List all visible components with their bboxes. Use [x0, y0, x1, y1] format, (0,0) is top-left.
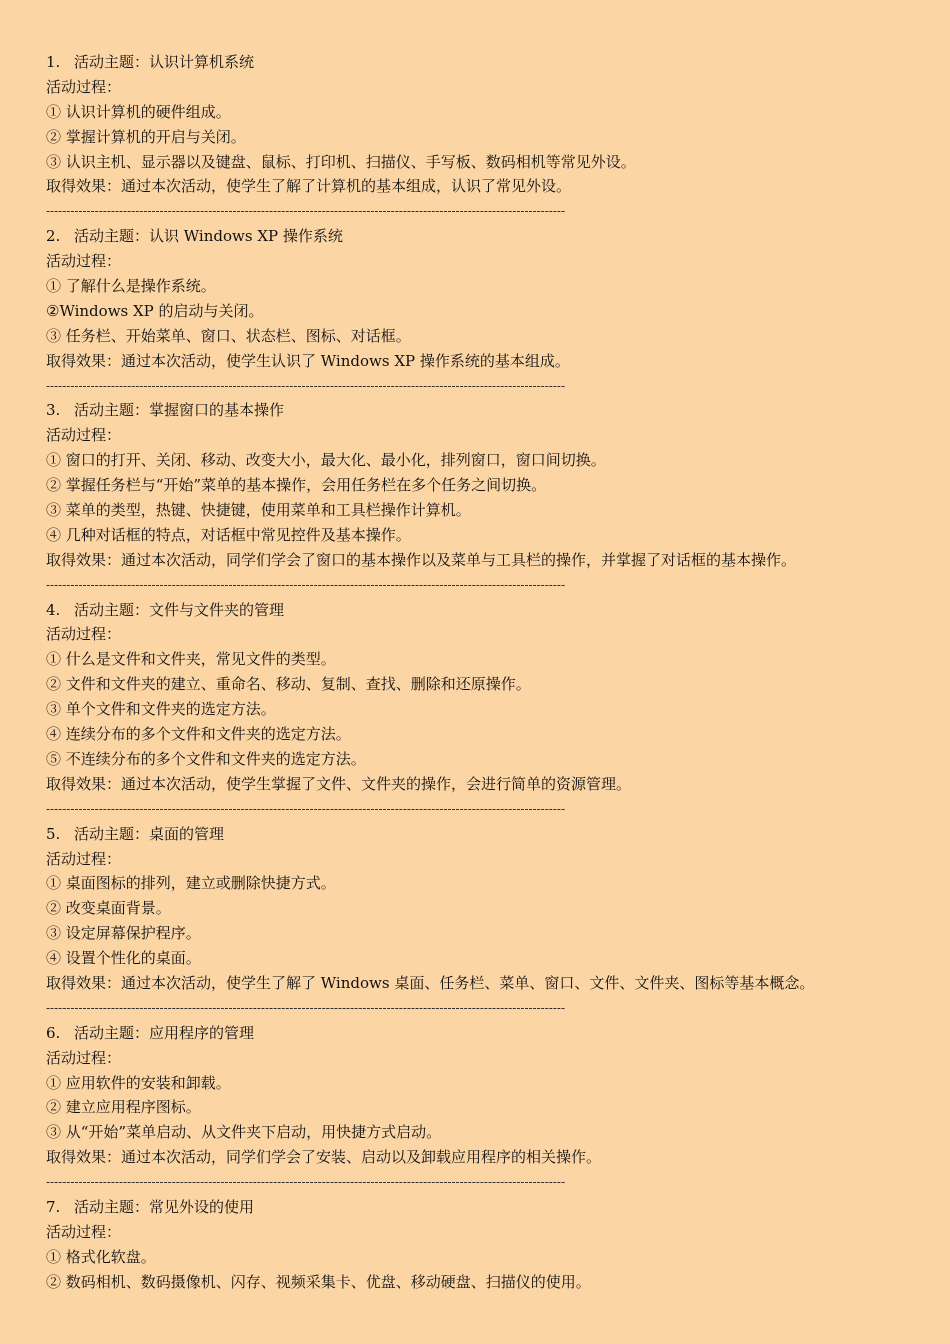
process-item: ② 文件和文件夹的建立、重命名、移动、复制、查找、删除和还原操作。 [46, 675, 531, 694]
section-divider: -------------------------------------------------------------------------------------------------------------------------------- [46, 1000, 565, 1015]
process-label: 活动过程： [46, 625, 122, 644]
section-title-text: 活动主题：应用程序的管理 [74, 1023, 255, 1042]
process-item: ② 数码相机、数码摄像机、闪存、视频采集卡、优盘、移动硬盘、扫描仪的使用。 [46, 1272, 591, 1291]
section-number: 3. [46, 401, 61, 420]
section-number: 6. [46, 1023, 61, 1042]
section-divider: -------------------------------------------------------------------------------------------------------------------------------- [46, 1175, 565, 1190]
process-item: ① 格式化软盘。 [46, 1247, 156, 1266]
section-divider: -------------------------------------------------------------------------------------------------------------------------------- [46, 378, 565, 393]
process-label: 活动过程： [46, 252, 122, 271]
section-divider: -------------------------------------------------------------------------------------------------------------------------------- [46, 801, 565, 816]
result-text: 取得效果：通过本次活动，同学们学会了窗口的基本操作以及菜单与工具栏的操作，并掌握了对话框的基本操作。 [46, 550, 797, 569]
process-item: ③ 任务栏、开始菜单、窗口、状态栏、图标、对话框。 [46, 326, 411, 345]
process-item: ④ 设置个性化的桌面。 [46, 949, 201, 968]
section-divider: -------------------------------------------------------------------------------------------------------------------------------- [46, 577, 565, 592]
section-number: 4. [46, 600, 61, 619]
section-title [46, 598, 906, 623]
document-page [46, 50, 906, 1295]
section-title-text: 活动主题：认识 Windows XP 操作系统 [74, 227, 343, 246]
result-text: 取得效果：通过本次活动，使学生了解了计算机的基本组成，认识了常见外设。 [46, 177, 572, 196]
process-item: ② 建立应用程序图标。 [46, 1098, 201, 1117]
process-item: ③ 从“开始”菜单启动、从文件夹下启动，用快捷方式启动。 [46, 1123, 442, 1142]
section-title [46, 398, 906, 423]
process-item: ③ 单个文件和文件夹的选定方法。 [46, 700, 276, 719]
process-item: ③ 菜单的类型，热键、快捷键，使用菜单和工具栏操作计算机。 [46, 501, 471, 520]
section-title [46, 1195, 906, 1220]
process-item: ④ 几种对话框的特点，对话框中常见控件及基本操作。 [46, 525, 411, 544]
section-number: 5. [46, 824, 61, 843]
section-title [46, 50, 906, 75]
process-label: 活动过程： [46, 426, 122, 445]
result-text: 取得效果：通过本次活动，同学们学会了安装、启动以及卸载应用程序的相关操作。 [46, 1148, 602, 1167]
section-number: 1. [46, 53, 61, 71]
process-item: ④ 连续分布的多个文件和文件夹的选定方法。 [46, 725, 351, 744]
process-label: 活动过程： [46, 1222, 122, 1241]
process-item: ① 桌面图标的排列，建立或删除快捷方式。 [46, 874, 336, 893]
process-item: ① 认识计算机的硬件组成。 [46, 102, 231, 121]
process-item: ② 改变桌面背景。 [46, 899, 171, 918]
process-item: ③ 认识主机、显示器以及键盘、鼠标、打印机、扫描仪、手写板、数码相机等常见外设。 [46, 152, 636, 171]
section-title-text: 活动主题：桌面的管理 [74, 824, 225, 843]
process-item: ②Windows XP 的启动与关闭。 [46, 301, 264, 320]
section-title-text: 活动主题：文件与文件夹的管理 [74, 600, 285, 619]
section-divider: -------------------------------------------------------------------------------------------------------------------------------- [46, 204, 565, 219]
result-text: 取得效果：通过本次活动，使学生掌握了文件、文件夹的操作，会进行简单的资源管理。 [46, 774, 632, 793]
process-item: ② 掌握计算机的开启与关闭。 [46, 127, 246, 146]
section-number: 2. [46, 227, 61, 246]
process-label: 活动过程： [46, 77, 122, 96]
process-label: 活动过程： [46, 849, 122, 868]
process-label: 活动过程： [46, 1048, 122, 1067]
section-title [46, 224, 906, 249]
process-item: ① 窗口的打开、关闭、移动、改变大小，最大化、最小化，排列窗口，窗口间切换。 [46, 451, 606, 470]
section-title-text: 活动主题：掌握窗口的基本操作 [74, 401, 285, 420]
process-item: ③ 设定屏幕保护程序。 [46, 924, 201, 943]
section-title [46, 822, 906, 847]
result-text: 取得效果：通过本次活动，使学生了解了 Windows 桌面、任务栏、菜单、窗口、文件、文件夹、图标等基本概念。 [46, 973, 815, 992]
process-item: ② 掌握任务栏与“开始”菜单的基本操作，会用任务栏在多个任务之间切换。 [46, 476, 547, 495]
result-text: 取得效果：通过本次活动，使学生认识了 Windows XP 操作系统的基本组成。 [46, 351, 570, 370]
process-item: ① 应用软件的安装和卸载。 [46, 1073, 231, 1092]
process-item: ① 什么是文件和文件夹，常见文件的类型。 [46, 650, 336, 669]
process-item: ⑤ 不连续分布的多个文件和文件夹的选定方法。 [46, 749, 366, 768]
section-title [46, 1021, 906, 1046]
section-title-text: 活动主题：常见外设的使用 [74, 1197, 255, 1216]
process-item: ① 了解什么是操作系统。 [46, 277, 216, 296]
section-number: 7. [46, 1197, 61, 1216]
section-title-text: 活动主题：认识计算机系统 [74, 53, 255, 71]
